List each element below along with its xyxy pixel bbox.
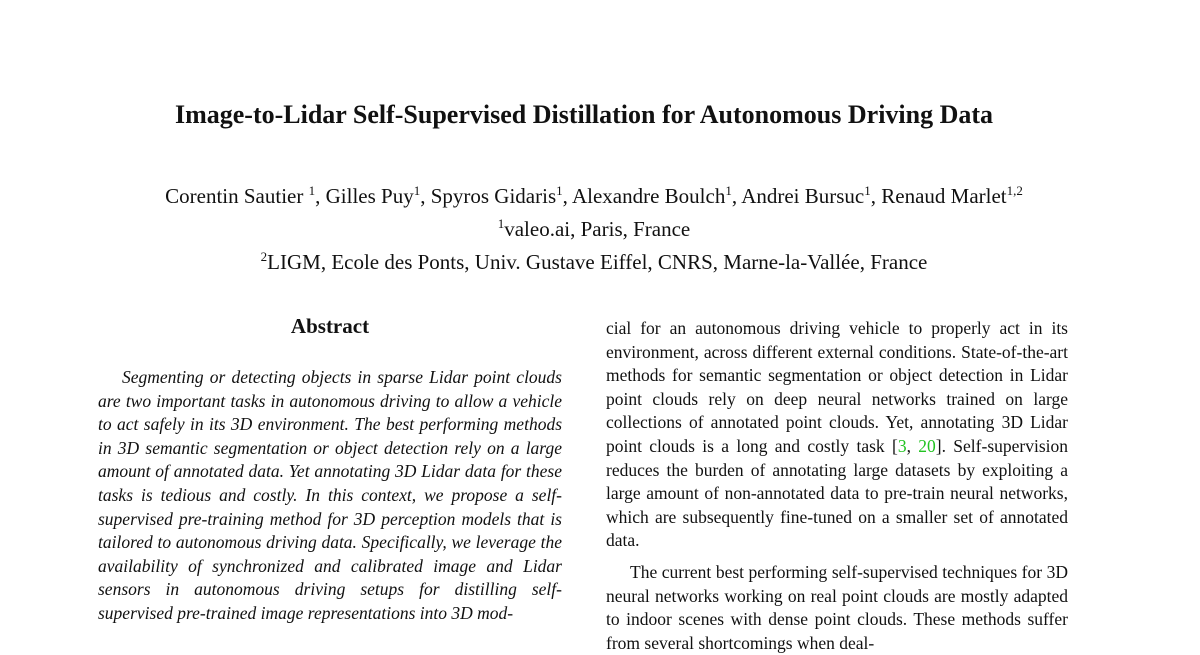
affiliation-line — [0, 243, 1188, 276]
author-affiliation-mark: 1 — [556, 183, 563, 198]
intro-text: ]. Self-supervision reduces the burden of annotating large datasets by exploiting a large amount of non-annotated data to pre-train neural networks, which are subsequently fine-tuned on a smaller set of annotated data. — [606, 435, 1069, 551]
author-separator: , — [420, 184, 431, 208]
author-separator: , — [562, 184, 572, 208]
author-name: Alexandre Boulch — [571, 184, 726, 208]
affiliation-mark: 1 — [497, 216, 505, 231]
author-affiliation-mark: 1 — [864, 183, 871, 198]
affiliation-line — [0, 210, 1188, 243]
author-name: Renaud Marlet — [881, 184, 1007, 208]
paper-title: Image-to-Lidar Self-Supervised Distillation for Autonomous Driving Data — [174, 100, 994, 129]
author-affiliation-mark: 1,2 — [1006, 183, 1023, 198]
citation-link[interactable]: 20 — [918, 435, 936, 456]
intro-text: cial for an autonomous driving vehicle to properly act in its environment, across different external conditions. State-of-the-art methods for semantic segmentation or object detection in Lidar point clouds rely on deep neural networks trained on large collections of annotated point clouds. Yet, annotating 3D Lidar point clouds is a long and costly task [ — [606, 318, 1068, 456]
intro-paragraph-2: The current best performing self-supervised techniques for 3D neural networks working on real point clouds are mostly adapted to indoor scenes with dense point clouds. These methods suffer from several shortcomings when deal- — [606, 562, 1068, 653]
author-separator: , — [731, 184, 742, 208]
author-name: Corentin Sautier — [165, 184, 309, 208]
author-affiliation-mark: 1 — [413, 183, 421, 198]
abstract-body: Segmenting or detecting objects in sparse Lidar point clouds are two important tasks in autonomous driving to allow a vehicle to act safely in its 3D environment. The best performing methods in 3D semantic segmentation or object detection rely on a large amount of annotated data. Yet annotating 3D Lidar data for these tasks is tedious and costly. In this context, we propose a self-supervised pre-training method for 3D perception models that is tailored to autonomous driving data. Specifically, we leverage the availability of synchronized and calibrated image and Lidar sensors in autonomous driving setups for distilling self-supervised pre-trained image representations into 3D mod- — [98, 367, 562, 623]
affiliation-mark: 2 — [260, 249, 268, 264]
author-name: Andrei Bursuc — [741, 184, 865, 208]
citation-link[interactable]: 3 — [897, 435, 907, 456]
author-name: Gilles Puy — [325, 184, 414, 208]
abstract-heading: Abstract — [290, 314, 370, 338]
author-affiliation-mark: 1 — [308, 183, 316, 198]
author-name: Spyros Gidaris — [430, 184, 557, 208]
affiliation-text: valeo.ai, Paris, France — [504, 217, 691, 241]
affiliation-text: LIGM, Ecole des Ponts, Univ. Gustave Eiffel, CNRS, Marne-la-Vallée, France — [267, 250, 928, 274]
author-affiliation-mark: 1 — [725, 183, 732, 198]
author-block — [0, 177, 1188, 276]
author-separator: , — [315, 184, 326, 208]
citation-separator: , — [906, 435, 919, 456]
author-separator: , — [870, 184, 882, 208]
author-list — [0, 177, 1188, 210]
intro-paragraph-1 — [606, 317, 1068, 553]
